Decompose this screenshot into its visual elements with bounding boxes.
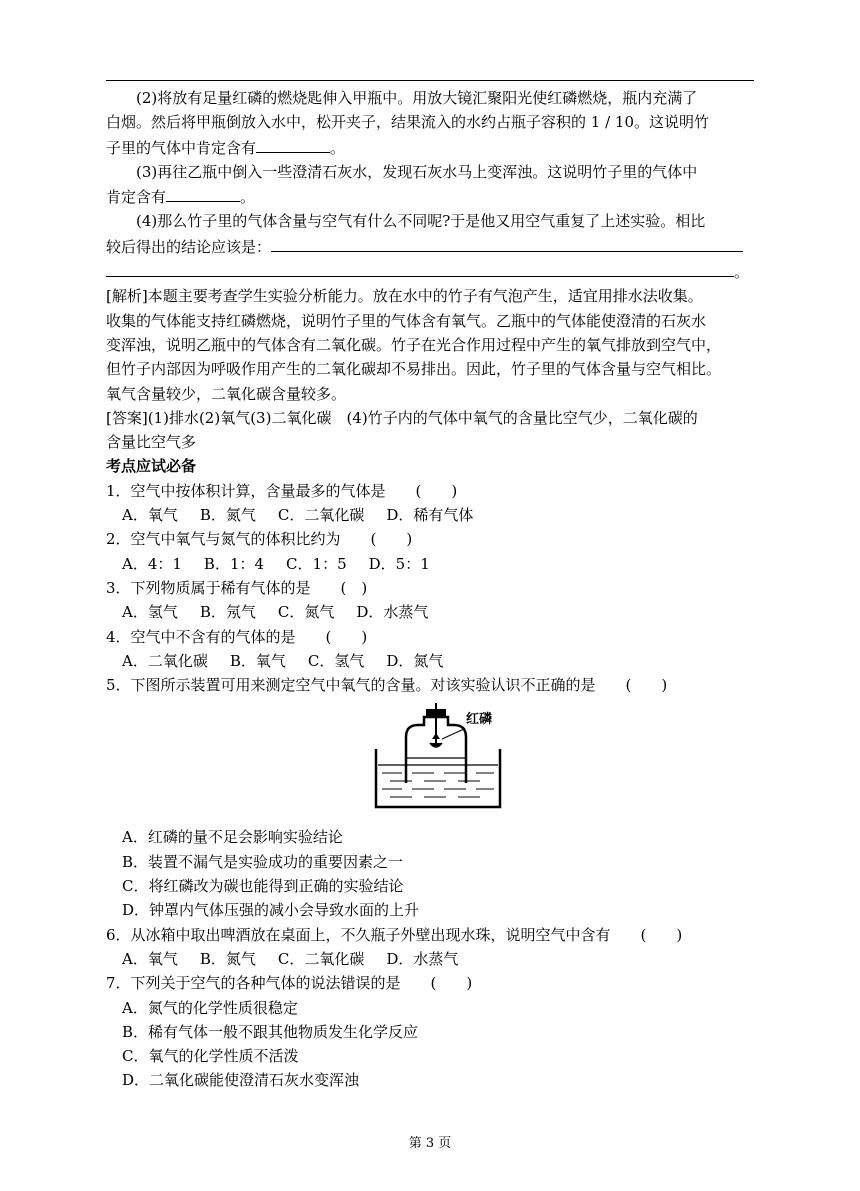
q4-text: 较后得出的结论应该是： bbox=[106, 237, 272, 256]
q2-text: 子里的气体中肯定含有 bbox=[106, 138, 257, 157]
q7-option-c[interactable]: C．氧气的化学性质不活泼 bbox=[122, 1047, 299, 1066]
q3-line1: (3)再往乙瓶中倒入一些澄清石灰水，发现石灰水马上变浑浊。这说明竹子里的气体中 bbox=[136, 162, 698, 181]
header-rule bbox=[106, 80, 754, 81]
q6-option-b[interactable]: B．氮气 bbox=[199, 949, 256, 968]
q5-option-a[interactable]: A．红磷的量不足会影响实验结论 bbox=[122, 828, 343, 847]
q4-end: 。 bbox=[734, 263, 750, 282]
section-title: 考点应试必备 bbox=[106, 457, 197, 476]
analysis-line5: 氧气含量较少，二氧化碳含量较多。 bbox=[106, 384, 347, 403]
q1-option-d[interactable]: D．稀有气体 bbox=[386, 506, 474, 525]
q2-option-a[interactable]: A．4：1 bbox=[122, 554, 182, 573]
question-1-stem: 1．空气中按体积计算，含量最多的气体是 ( ) bbox=[106, 481, 458, 500]
q4-answer-blank-1[interactable] bbox=[271, 234, 743, 252]
question-6-stem: 6．从冰箱中取出啤酒放在桌面上，不久瓶子外壁出现水珠，说明空气中含有 ( ) bbox=[106, 925, 683, 944]
q7-option-b[interactable]: B．稀有气体一般不跟其他物质发生化学反应 bbox=[122, 1022, 419, 1041]
analysis-line1: [解析]本题主要考查学生实验分析能力。放在水中的竹子有气泡产生，适宜用排水法收集。 bbox=[106, 287, 703, 306]
figure-label-red-phosphorus: 红磷 bbox=[466, 712, 493, 728]
q5-option-d[interactable]: D．钟罩内气体压强的减小会导致水面的上升 bbox=[122, 901, 420, 920]
q2-end: 。 bbox=[330, 138, 346, 157]
q3-line2 bbox=[106, 184, 756, 209]
page-content bbox=[106, 86, 756, 1093]
question-4-stem: 4．空气中不含有的气体的是 ( ) bbox=[106, 627, 368, 646]
analysis-line2: 收集的气体能支持红磷燃烧，说明竹子里的气体含有氧气。乙瓶中的气体能使澄清的石灰水 bbox=[106, 311, 707, 330]
q4-line2 bbox=[106, 234, 756, 259]
q3-option-b[interactable]: B．氖气 bbox=[199, 603, 256, 622]
analysis-line3: 变浑浊，说明乙瓶中的气体含有二氧化碳。竹子在光合作用过程中产生的氧气排放到空气中， bbox=[106, 335, 722, 354]
answer-line2: 含量比空气多 bbox=[106, 433, 197, 452]
q3-option-a[interactable]: A．氢气 bbox=[122, 603, 178, 622]
question-2-stem: 2．空气中氧气与氮气的体积比约为 ( ) bbox=[106, 530, 413, 549]
q7-option-a[interactable]: A．氮气的化学性质很稳定 bbox=[122, 998, 298, 1017]
q5-option-c[interactable]: C．将红磷改为碳也能得到正确的实验结论 bbox=[122, 877, 404, 896]
q4-answer-blank-2[interactable] bbox=[106, 259, 734, 277]
q4-option-c[interactable]: C．氢气 bbox=[307, 651, 365, 670]
question-3-options bbox=[106, 600, 756, 624]
analysis-line4: 但竹子内部因为呼吸作用产生的二氧化碳却不易排出。因此，竹子里的气体含量与空气相比。 bbox=[106, 360, 722, 379]
answer-line1: [答案](1)排水(2)氧气(3)二氧化碳 (4)竹子内的气体中氧气的含量比空气少，二氧化碳的 bbox=[106, 408, 698, 427]
bell-jar-apparatus-diagram bbox=[372, 703, 522, 815]
q2-option-b[interactable]: B．1：4 bbox=[203, 554, 265, 573]
q2-line1: (2)将放有足量红磷的燃烧匙伸入甲瓶中。用放大镜汇聚阳光使红磷燃烧，瓶内充满了 bbox=[136, 89, 698, 107]
q4-option-b[interactable]: B．氧气 bbox=[229, 651, 286, 670]
page-number: 第 3 页 bbox=[408, 1136, 452, 1151]
q5-option-b[interactable]: B．装置不漏气是实验成功的重要因素之一 bbox=[122, 852, 404, 871]
question-5-stem: 5．下图所示装置可用来测定空气中氧气的含量。对该实验认识不正确的是 ( ) bbox=[106, 676, 668, 695]
apparatus-figure bbox=[106, 697, 756, 825]
question-6-options bbox=[106, 947, 756, 971]
q3-answer-blank[interactable] bbox=[166, 184, 240, 202]
q4-option-a[interactable]: A．二氧化碳 bbox=[122, 651, 208, 670]
q6-option-d[interactable]: D．水蒸气 bbox=[386, 949, 459, 968]
q3-end: 。 bbox=[240, 188, 256, 207]
q1-option-c[interactable]: C．二氧化碳 bbox=[277, 506, 365, 525]
q7-option-d[interactable]: D．二氧化碳能使澄清石灰水变浑浊 bbox=[122, 1071, 360, 1090]
q3-option-c[interactable]: C．氮气 bbox=[277, 603, 335, 622]
q6-option-c[interactable]: C．二氧化碳 bbox=[277, 949, 365, 968]
q6-option-a[interactable]: A．氧气 bbox=[122, 949, 178, 968]
q1-option-b[interactable]: B．氮气 bbox=[199, 506, 256, 525]
q2-option-c[interactable]: C．1：5 bbox=[286, 554, 347, 573]
q3-option-d[interactable]: D．水蒸气 bbox=[356, 603, 429, 622]
q3-text: 肯定含有 bbox=[106, 188, 167, 207]
question-1-options bbox=[106, 503, 756, 527]
q2-answer-blank[interactable] bbox=[256, 135, 330, 153]
question-4-options bbox=[106, 649, 756, 673]
q2-line2: 白烟。然后将甲瓶倒放入水中，松开夹子，结果流入的水约占瓶子容积的 1 / 10。这说明竹 bbox=[106, 113, 709, 132]
q2-option-d[interactable]: D．5：1 bbox=[368, 554, 430, 573]
q4-line1: (4)那么竹子里的气体含量与空气有什么不同呢?于是他又用空气重复了上述实验。相比 bbox=[136, 212, 706, 231]
question-7-stem: 7．下列关于空气的各种气体的说法错误的是 ( ) bbox=[106, 974, 473, 993]
question-2-options bbox=[106, 552, 756, 576]
q4-line3 bbox=[106, 259, 756, 284]
q4-option-d[interactable]: D．氮气 bbox=[386, 651, 444, 670]
q1-option-a[interactable]: A．氧气 bbox=[122, 506, 178, 525]
question-3-stem: 3．下列物质属于稀有气体的是 ( ) bbox=[106, 578, 368, 597]
q2-line3 bbox=[106, 135, 756, 160]
